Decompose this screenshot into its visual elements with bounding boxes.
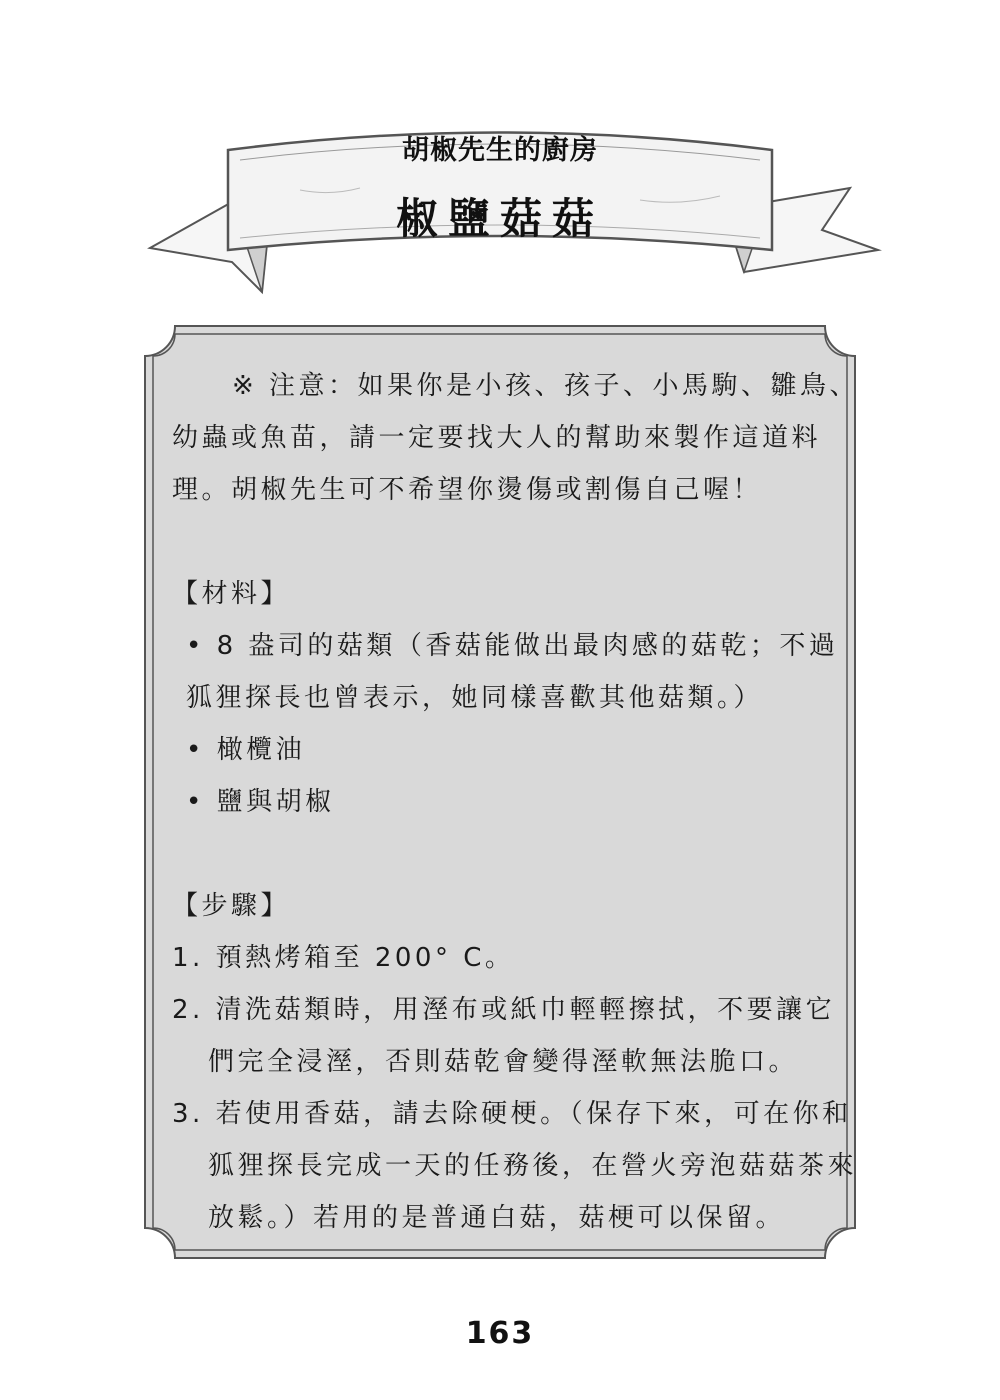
- ingredient-item: • 橄欖油: [186, 735, 306, 765]
- step-item: 2. 清洗菇類時，用溼布或紙巾輕輕擦拭，不要讓它們完全浸溼，否則菇乾會變得溼軟無法脆口。: [172, 995, 836, 1077]
- ingredient-item: • 鹽與胡椒: [186, 787, 335, 817]
- banner-subtitle: 胡椒先生的廚房: [402, 135, 598, 166]
- recipe-title: 椒鹽菇菇: [395, 194, 604, 243]
- recipe-content: [172, 360, 862, 1244]
- steps-heading: 【步驟】: [172, 891, 291, 921]
- safety-note: ※ 注意：如果你是小孩、孩子、小馬駒、雛鳥、幼蟲或魚苗，請一定要找大人的幫助來製作這道料理。胡椒先生可不希望你燙傷或割傷自己喔！: [172, 371, 860, 505]
- page-number: 163: [465, 1316, 535, 1351]
- step-item: 3. 若使用香菇，請去除硬梗。（保存下來，可在你和狐狸探長完成一天的任務後，在營火旁泡菇菇茶來放鬆。）若用的是普通白菇，菇梗可以保留。: [172, 1099, 858, 1233]
- step-item: 1. 預熱烤箱至 200° C。: [172, 943, 515, 973]
- ingredient-item: • 8 盎司的菇類（香菇能做出最肉感的菇乾；不過狐狸探長也曾表示，她同樣喜歡其他菇類。）: [186, 631, 839, 713]
- ingredients-heading: 【材料】: [172, 579, 291, 609]
